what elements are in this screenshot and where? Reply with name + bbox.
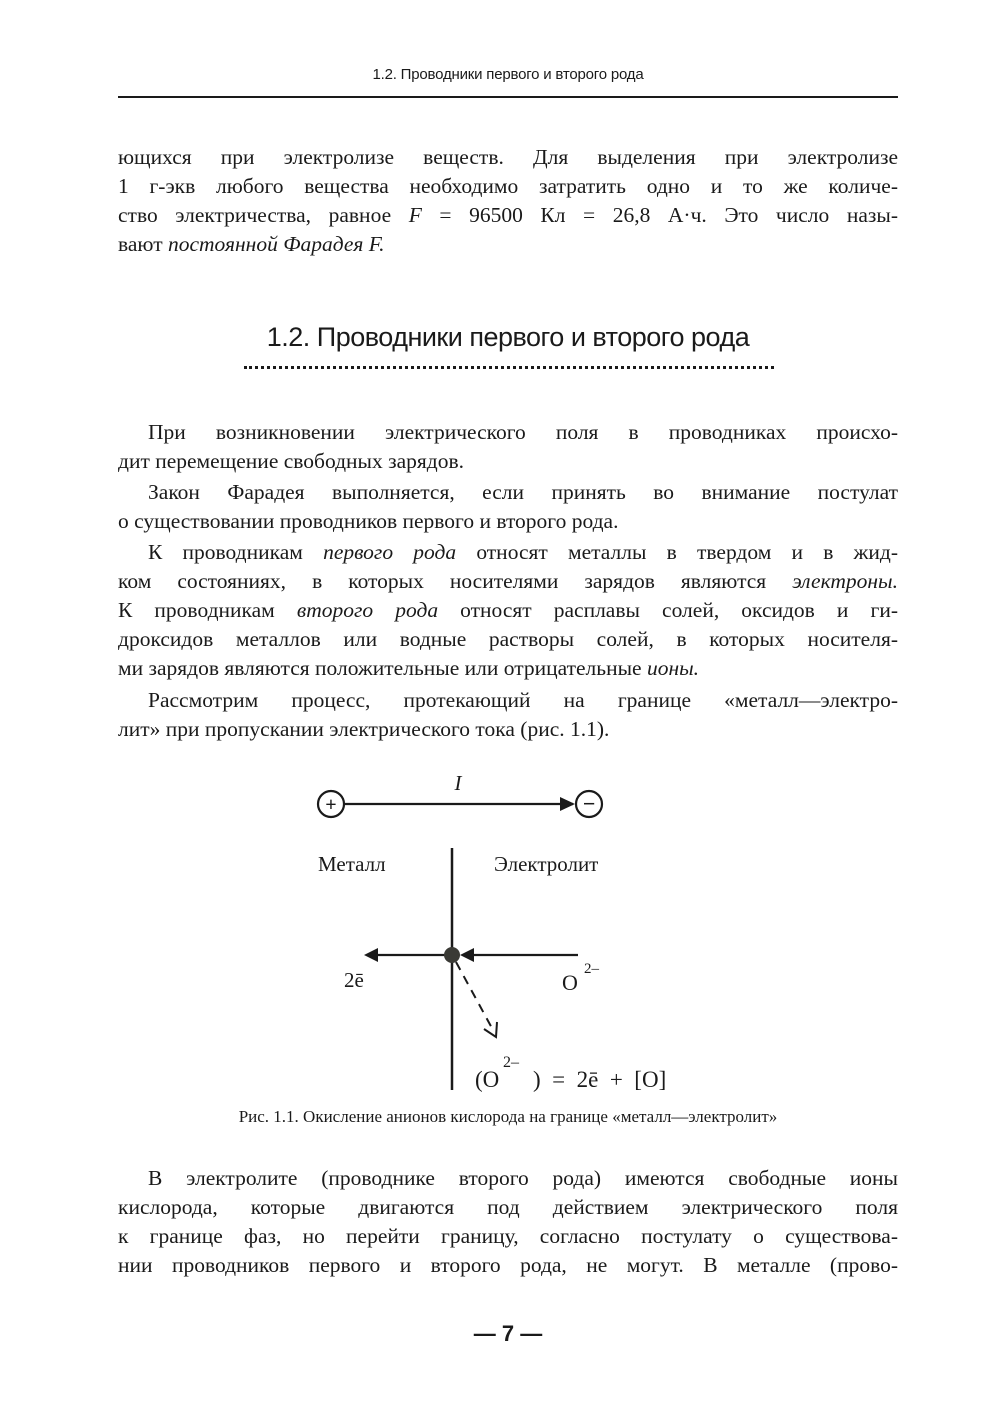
equation-open: (O <box>475 1067 500 1092</box>
text-line: ющихся при электролизе веществ. Для выделения при электролизе <box>118 145 898 169</box>
minus-symbol: − <box>582 791 596 816</box>
plus-terminal-icon <box>318 791 344 817</box>
text-line: дроксидов металлов или водные растворы солей, в которых носителя- <box>118 627 898 651</box>
electrons-arrowhead-icon <box>364 948 378 962</box>
running-head: 1.2. Проводники первого и второго рода <box>372 66 644 83</box>
page-number: — 7 — <box>473 1321 543 1346</box>
current-label: I <box>454 771 462 795</box>
text-line: ком состояниях, в которых носителями зарядов являются электроны. <box>118 569 898 593</box>
oxygen-ion-charge: 2– <box>584 961 599 977</box>
paragraph-oxygen-ions <box>118 1164 898 1280</box>
text-line: Закон Фарадея выполняется, если принять во внимание постулат <box>148 480 898 504</box>
text-line: нии проводников первого и второго рода, не могут. В металле (прово- <box>118 1253 898 1277</box>
oxygen-ion-arrowhead-icon <box>460 948 474 962</box>
electrons-label: 2ē <box>344 968 364 992</box>
text-line: Рассмотрим процесс, протекающий на границе «металл—электро- <box>148 688 898 712</box>
text-line: дит перемещение свободных зарядов. <box>118 449 465 473</box>
text-line: к границе фаз, но перейти границу, согласно постулату о существова- <box>118 1224 898 1248</box>
plus-symbol: + <box>325 794 337 816</box>
text-line: вают постоянной Фарадея F. <box>118 232 385 256</box>
section-title: 1.2. Проводники первого и второго рода <box>266 322 750 352</box>
text-line: При возникновении электрического поля в проводниках происхо- <box>148 420 898 444</box>
metal-label: Металл <box>318 852 386 876</box>
text-line: ство электричества, равное F = 96500 Кл = 26,8 А·ч. Это число назы- <box>118 203 898 227</box>
equation-rest: ) = 2ē + [O] <box>533 1067 667 1092</box>
oxygen-ion-symbol: O <box>562 970 578 995</box>
equation-charge: 2– <box>503 1054 519 1071</box>
text-line: К проводникам второго рода относят расплавы солей, оксидов и ги- <box>118 598 899 622</box>
figure-caption: Рис. 1.1. Окисление анионов кислорода на границе «металл—электролит» <box>238 1107 778 1126</box>
reaction-dashed-arrow <box>456 962 493 1030</box>
minus-terminal-icon <box>576 791 602 817</box>
electrolyte-label: Электролит <box>494 852 599 876</box>
text-line: кислорода, которые двигаются под действием электрического поля <box>118 1195 898 1219</box>
text-line: К проводникам первого рода относят металлы в твердом и в жид- <box>148 540 898 564</box>
text-line: о существовании проводников первого и второго рода. <box>118 509 619 533</box>
current-arrowhead-icon <box>560 797 575 811</box>
text-line: ми зарядов являются положительные или отрицательные ионы. <box>118 656 700 680</box>
text-line: В электролите (проводнике второго рода) имеются свободные ионы <box>148 1166 898 1190</box>
reaction-point <box>444 947 460 963</box>
text-line: лит» при пропускании электрического тока (рис. 1.1). <box>118 717 610 741</box>
text-line: 1 г-экв любого вещества необходимо затратить одно и то же количе- <box>118 174 898 198</box>
